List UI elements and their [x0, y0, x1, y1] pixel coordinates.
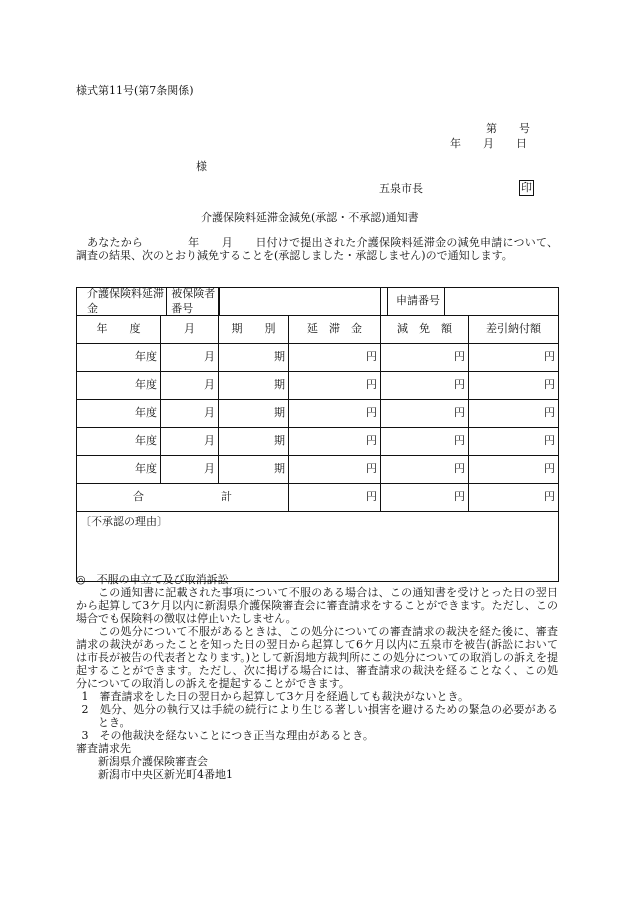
row-reduction: 円 — [381, 400, 469, 428]
appeal-item-3: 3 その他裁決を経ないことにつき正当な理由があるとき。 — [81, 729, 374, 742]
top-row-left — [77, 288, 219, 316]
header-month: 月 — [161, 316, 219, 344]
table-row — [77, 372, 559, 400]
total-balance: 円 — [469, 484, 559, 512]
document-number: 第 号 — [486, 122, 530, 135]
total-row — [77, 484, 559, 512]
table-top-row — [77, 288, 559, 316]
rejection-reason-label: 〔不承認の理由〕 — [80, 515, 168, 528]
appeal-paragraph-1: この通知書に記載された事項について不服のある場合は、この通知書を受けとった日の翌日から起算して3ケ月以内に新潟県介護保険審査会に審査請求をすることができます。ただし、この場合でも保険料の徴収は停止いたしません。 — [76, 586, 558, 625]
row-arrears: 円 — [289, 372, 381, 400]
row-reduction: 円 — [381, 372, 469, 400]
row-month: 月 — [161, 372, 219, 400]
header-balance: 差引納付額 — [469, 316, 559, 344]
appeal-item-2: 2 処分、処分の執行又は手続の続行により生じる著しい損害を避けるための緊急の必要があるとき。 — [81, 703, 558, 729]
header-fiscal-year: 年 度 — [77, 316, 161, 344]
row-arrears: 円 — [289, 428, 381, 456]
row-arrears: 円 — [289, 456, 381, 484]
row-balance: 円 — [469, 428, 559, 456]
row-month: 月 — [161, 344, 219, 372]
row-month: 月 — [161, 456, 219, 484]
row-year: 年度 — [77, 344, 161, 372]
review-destination-label: 審査請求先 — [76, 742, 131, 755]
review-destination-address: 新潟市中央区新光町4番地1 — [98, 768, 233, 781]
row-period: 期 — [219, 428, 289, 456]
appeal-heading: ◎ 不服の申立て及び取消訴訟 — [76, 573, 229, 586]
row-reduction: 円 — [381, 344, 469, 372]
addressee-suffix: 様 — [196, 160, 207, 173]
row-period: 期 — [219, 372, 289, 400]
table-row — [77, 344, 559, 372]
form-number: 様式第11号(第7条関係) — [76, 84, 194, 97]
review-destination-name: 新潟県介護保険審査会 — [98, 755, 208, 768]
intro-paragraph: あなたから 年 月 日付けで提出された介護保険料延滞金の減免申請について、調査の結果、次のとおり減免することを(承認しました・承認しません)ので通知します。 — [76, 236, 558, 262]
total-label: 合 計 — [77, 484, 289, 512]
row-period: 期 — [219, 400, 289, 428]
row-year: 年度 — [77, 456, 161, 484]
insured-number-value-cell — [219, 288, 381, 316]
issuer-name: 五泉市長 — [379, 182, 423, 195]
row-reduction: 円 — [381, 456, 469, 484]
table-row — [77, 456, 559, 484]
application-number-cell — [381, 288, 559, 316]
row-month: 月 — [161, 428, 219, 456]
reduction-table — [76, 287, 559, 582]
row-arrears: 円 — [289, 400, 381, 428]
appeal-paragraph-2: この処分について不服があるときは、この処分についての審査請求の裁決を経た後に、審査請求の裁決があったことを知った日の翌日から起算して6ケ月以内に五泉市を被告(訴訟においては市長が被告の代表者となります。)として新潟地方裁判所にこの処分についての取消しの訴えを提起することができます。ただし、次に掲げる場合には、審査請求の裁決を経ることなく、この処分についての取消しの訴えを提起することができます。 — [76, 625, 558, 690]
insured-number-value — [219, 288, 290, 315]
header-reduction: 減 免 額 — [381, 316, 469, 344]
seal-stamp: 印 — [521, 181, 532, 194]
header-arrears: 延 滞 金 — [289, 316, 381, 344]
table-row — [77, 428, 559, 456]
row-balance: 円 — [469, 456, 559, 484]
row-period: 期 — [219, 344, 289, 372]
row-arrears: 円 — [289, 344, 381, 372]
application-number-label: 申請番号 — [387, 288, 444, 315]
row-month: 月 — [161, 400, 219, 428]
row-year: 年度 — [77, 428, 161, 456]
row-balance: 円 — [469, 344, 559, 372]
row-year: 年度 — [77, 372, 161, 400]
row-balance: 円 — [469, 372, 559, 400]
table-row — [77, 400, 559, 428]
appeal-section — [76, 573, 558, 781]
row-balance: 円 — [469, 400, 559, 428]
category-label: 介護保険料延滞金 — [87, 287, 164, 315]
document-date: 年 月 日 — [450, 137, 527, 150]
row-period: 期 — [219, 456, 289, 484]
appeal-item-1: 1 審査請求をした日の翌日から起算して3ケ月を経過しても裁決がないとき。 — [81, 690, 470, 703]
table-header-row — [77, 316, 559, 344]
row-year: 年度 — [77, 400, 161, 428]
insured-number-label: 被保険者番号 — [166, 288, 218, 315]
reason-row — [77, 512, 559, 582]
rejection-reason-box — [77, 512, 559, 582]
total-arrears: 円 — [289, 484, 381, 512]
header-period: 期 別 — [219, 316, 289, 344]
row-reduction: 円 — [381, 428, 469, 456]
total-reduction: 円 — [381, 484, 469, 512]
application-number-value — [444, 288, 558, 315]
document-title: 介護保険料延滞金減免(承認・不承認)通知書 — [201, 211, 419, 224]
